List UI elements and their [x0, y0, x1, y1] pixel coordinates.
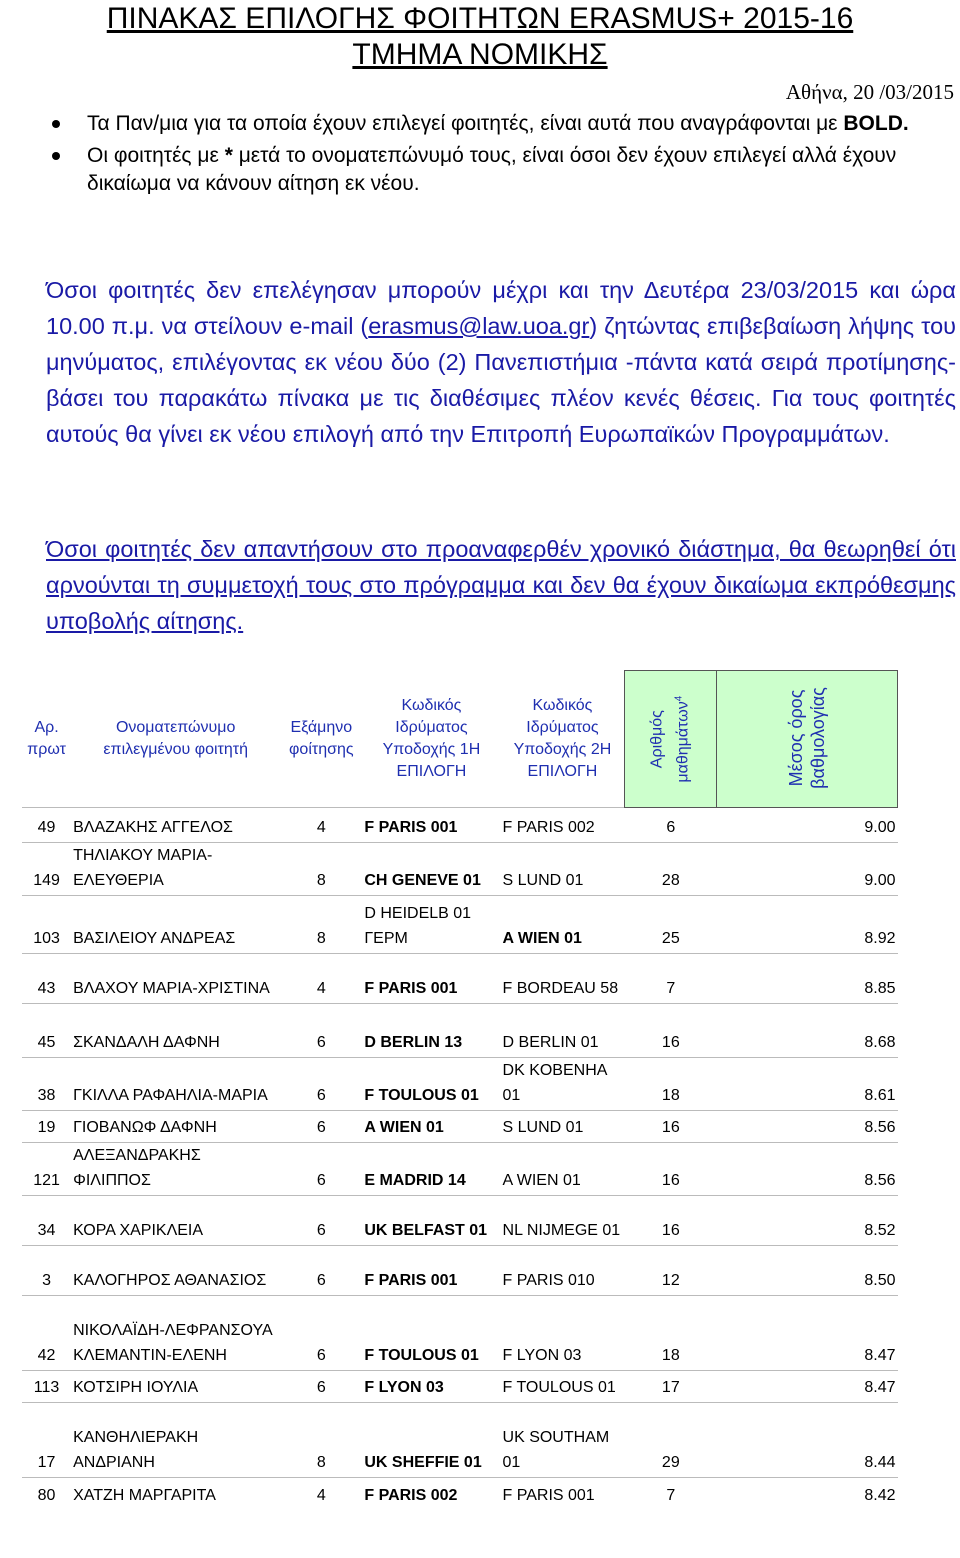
cell-number: 42 [37, 1347, 56, 1364]
notice-text: Όσοι φοιτητές δεν επελέγησαν μπορούν μέχρι και την Δευτέρα 23/03/2015 και ώρα 10.00 π.μ. να στείλουν e-mail ( [46, 277, 956, 339]
cell-choice1: F TOULOUS 01 [364, 1087, 479, 1104]
bullet-icon [52, 120, 60, 128]
cell-name: ΒΛΑΧΟΥ ΜΑΡΙΑ-ΧΡΙΣΤΙΝΑ [73, 980, 270, 997]
col-header-courses [625, 671, 717, 808]
cell-average: 8.85 [864, 980, 896, 997]
cell-semester: 8 [316, 1454, 326, 1471]
cell-semester: 6 [316, 1034, 326, 1051]
note-bold: * [224, 144, 233, 167]
cell-number: 80 [37, 1486, 56, 1504]
cell-choice1: D BERLIN 13 [364, 1034, 463, 1051]
cell-average: 8.56 [864, 1119, 896, 1136]
cell-semester: 4 [316, 980, 326, 997]
cell-number: 34 [37, 1222, 56, 1239]
cell-number: 17 [37, 1454, 56, 1471]
cell-semester: 6 [316, 1119, 326, 1136]
cell-name: ΒΛΑΖΑΚΗΣ ΑΓΓΕΛΟΣ [73, 819, 233, 836]
cell-courses: 18 [661, 1347, 680, 1364]
cell-name: ΑΛΕΞΑΝΔΡΑΚΗΣ ΦΙΛΙΠΠΟΣ [73, 1147, 201, 1189]
note-text-end: μετά το ονοματεπώνυμό τους, είναι όσοι δεν έχουν επιλεγεί αλλά έχουν δικαίωμα να κάνουν αίτηση εκ νέου. [87, 144, 897, 195]
cell-number: 19 [37, 1119, 56, 1136]
bullet-icon [52, 152, 60, 160]
cell-courses: 7 [666, 980, 676, 997]
cell-name: ΒΑΣΙΛΕΙΟΥ ΑΝΔΡΕΑΣ [73, 930, 236, 947]
cell-average: 9.00 [864, 872, 896, 889]
note-item [52, 142, 932, 198]
note-bold: BOLD. [843, 112, 909, 135]
table-row [22, 1058, 898, 1111]
cell-choice2: DK KOBENHA 01 [502, 1062, 607, 1104]
cell-courses: 16 [661, 1172, 680, 1189]
cell-name: ΚΑΛΟΓΗΡΟΣ ΑΘΑΝΑΣΙΟΣ [73, 1272, 267, 1289]
cell-choice2: F PARIS 002 [502, 819, 595, 836]
average-label-1: Μέσος όρος [786, 689, 807, 787]
cell-name: ΝΙΚΟΛΑΪΔΗ-ΛΕΦΡΑΝΣΟΥΑ ΚΛΕΜΑΝΤΙΝ-ΕΛΕΝΗ [73, 1322, 272, 1364]
cell-choice1: E MADRID 14 [364, 1172, 466, 1189]
document-date: Αθήνα, 20 /03/2015 [785, 80, 954, 104]
cell-semester: 6 [316, 1087, 326, 1104]
table-row [22, 954, 898, 1004]
table-row [22, 1478, 898, 1510]
cell-semester: 8 [316, 930, 326, 947]
cell-choice1: F PARIS 001 [364, 1272, 458, 1289]
cell-choice2: A WIEN 01 [502, 1172, 581, 1189]
table-row [22, 1143, 898, 1196]
cell-semester: 6 [316, 1272, 326, 1289]
col-header-number: Αρ. πρωτ [22, 671, 71, 808]
cell-average: 8.47 [864, 1379, 896, 1396]
cell-choice1: F PARIS 002 [364, 1486, 458, 1504]
cell-semester: 6 [316, 1347, 326, 1364]
cell-number: 49 [37, 819, 56, 836]
cell-name: ΧΑΤΖΗ ΜΑΡΓΑΡΙΤΑ [73, 1486, 216, 1504]
cell-choice2: F LYON 03 [502, 1347, 582, 1364]
cell-choice1: UK BELFAST 01 [364, 1222, 488, 1239]
notice-text-continued: ) ζητώντας επιβεβαίωση λήψης του μηνύματος, επιλέγοντας εκ νέου δύο (2) Πανεπιστήμια -πάντα κατά σειρά προτίμησης- βάσει του παρακάτω πίνακα με τις διαθέσιμες πλέον κενές θέσεις. Για τους φοιτητές αυτούς θα γίνει εκ νέου επιλογή από την Επιτροπή Ευρωπαϊκών Προγραμμάτων. [46, 313, 956, 447]
cell-semester: 4 [316, 819, 326, 836]
cell-choice2: A WIEN 01 [502, 930, 582, 947]
cell-choice2: D BERLIN 01 [502, 1034, 599, 1051]
cell-semester: 4 [316, 1486, 326, 1504]
cell-average: 8.52 [864, 1222, 896, 1239]
table-row [22, 808, 898, 843]
col-header-name: Ονοματεπώνυμο επιλεγμένου φοιτητή [71, 671, 280, 808]
cell-choice1: F TOULOUS 01 [364, 1347, 479, 1364]
cell-courses: 17 [661, 1379, 680, 1396]
table-row [22, 1371, 898, 1403]
cell-semester: 6 [316, 1379, 326, 1396]
note-text: Τα Παν/μια για τα οποία έχουν επιλεγεί φοιτητές, είναι αυτά που αναγράφονται με [87, 112, 844, 135]
cell-choice2: S LUND 01 [502, 872, 584, 889]
cell-courses: 7 [666, 1486, 676, 1504]
cell-average: 8.56 [864, 1172, 896, 1189]
cell-choice2: F BORDEAU 58 [502, 980, 619, 997]
courses-label-2: μαθημάτων [674, 701, 692, 783]
cell-name: ΓΚΙΛΛΑ ΡΑΦΑΗΛΙΑ-ΜΑΡΙΑ [73, 1087, 268, 1104]
cell-choice2: NL NIJMEGE 01 [502, 1222, 621, 1239]
page-title: ΠΙΝΑΚΑΣ ΕΠΙΛΟΓΗΣ ΦΟΙΤΗΤΩΝ ERASMUS+ 2015-16 [106, 2, 854, 35]
cell-courses: 12 [661, 1272, 680, 1289]
cell-average: 8.42 [864, 1486, 896, 1504]
page-subtitle: ΤΜΗΜΑ ΝΟΜΙΚΗΣ [352, 38, 608, 71]
table-row [22, 1196, 898, 1246]
cell-choice2: F PARIS 010 [502, 1272, 595, 1289]
cell-number: 43 [37, 980, 56, 997]
courses-footnote: 4 [673, 695, 685, 702]
deadline-paragraph: Όσοι φοιτητές δεν απαντήσουν στο προαναφερθέν χρονικό διάστημα, θα θεωρηθεί ότι αρνούνται τη συμμετοχή τους στο πρόγραμμα και δεν θα έχουν δικαίωμα εκπρόθεσμης υποβολής αίτησης. [46, 536, 956, 634]
cell-name: ΣΚΑΝΔΑΛΗ ΔΑΦΝΗ [73, 1034, 220, 1051]
table-row [22, 896, 898, 954]
table-row [22, 1246, 898, 1296]
table-header-row [22, 671, 898, 808]
cell-average: 8.44 [864, 1454, 896, 1471]
cell-average: 8.61 [864, 1087, 896, 1104]
cell-name: ΚΑΝΘΗΛΙΕΡΑΚΗ ΑΝΔΡΙΑΝΗ [73, 1429, 199, 1471]
cell-number: 121 [33, 1172, 60, 1189]
table-row [22, 1111, 898, 1143]
notice-paragraph [46, 272, 956, 452]
table-row [22, 1004, 898, 1058]
cell-name: ΤΗΛΙΑΚΟΥ ΜΑΡΙΑ-ΕΛΕΥΘΕΡΙΑ [73, 847, 213, 889]
cell-choice1: A WIEN 01 [364, 1119, 444, 1136]
cell-choice1: F PARIS 001 [364, 980, 458, 997]
cell-choice1: D HEIDELB 01 ΓΕΡΜ [364, 905, 472, 947]
courses-label-1: Αριθμός [648, 709, 666, 769]
cell-number: 149 [33, 872, 60, 889]
cell-semester: 6 [316, 1222, 326, 1239]
cell-choice2: UK SOUTHAM 01 [502, 1429, 610, 1471]
cell-number: 113 [33, 1379, 60, 1396]
cell-semester: 8 [316, 872, 326, 889]
cell-number: 3 [42, 1272, 51, 1289]
table-row [22, 1296, 898, 1371]
cell-semester: 6 [316, 1172, 326, 1189]
cell-choice2: F PARIS 001 [502, 1486, 595, 1504]
cell-average: 8.68 [864, 1034, 896, 1051]
note-item [52, 110, 932, 138]
selection-table [22, 670, 898, 1510]
cell-average: 8.50 [864, 1272, 896, 1289]
cell-courses: 29 [661, 1454, 680, 1471]
cell-number: 103 [33, 930, 60, 947]
cell-choice1: F LYON 03 [364, 1379, 444, 1396]
email-link[interactable]: erasmus@law.uoa.gr [368, 313, 590, 339]
note-text: Οι φοιτητές με [87, 144, 225, 167]
cell-choice2: F TOULOUS 01 [502, 1379, 616, 1396]
cell-courses: 16 [661, 1222, 680, 1239]
col-header-average [717, 671, 898, 808]
col-header-choice2: Κωδικός Ιδρύματος Υποδοχής 2Η ΕΠΙΛΟΓΗ [501, 671, 625, 808]
cell-number: 38 [37, 1087, 56, 1104]
cell-name: ΚΟΡΑ ΧΑΡΙΚΛΕΙΑ [73, 1222, 204, 1239]
average-label-2: βαθμολογίας [808, 687, 829, 789]
cell-courses: 6 [666, 819, 676, 836]
cell-courses: 25 [661, 930, 680, 947]
cell-name: ΚΟΤΣΙΡΗ ΙΟΥΛΙΑ [73, 1379, 199, 1396]
cell-choice1: F PARIS 001 [364, 819, 458, 836]
cell-average: 8.47 [864, 1347, 896, 1364]
cell-courses: 28 [661, 872, 680, 889]
col-header-choice1: Κωδικός Ιδρύματος Υποδοχής 1Η ΕΠΙΛΟΓΗ [362, 671, 500, 808]
col-header-semester: Εξάμηνο φοίτησης [280, 671, 362, 808]
cell-choice1: UK SHEFFIE 01 [364, 1454, 482, 1471]
cell-average: 9.00 [864, 819, 896, 836]
cell-name: ΓΙΟΒΑΝΩΦ ΔΑΦΝΗ [73, 1119, 217, 1136]
cell-number: 45 [37, 1034, 56, 1051]
cell-average: 8.92 [864, 930, 896, 947]
cell-courses: 16 [661, 1034, 680, 1051]
cell-courses: 16 [661, 1119, 680, 1136]
table-row [22, 1403, 898, 1478]
cell-choice2: S LUND 01 [502, 1119, 584, 1136]
notes-list [52, 110, 932, 202]
table-row [22, 843, 898, 896]
cell-choice1: CH GENEVE 01 [364, 872, 481, 889]
cell-courses: 18 [661, 1087, 680, 1104]
